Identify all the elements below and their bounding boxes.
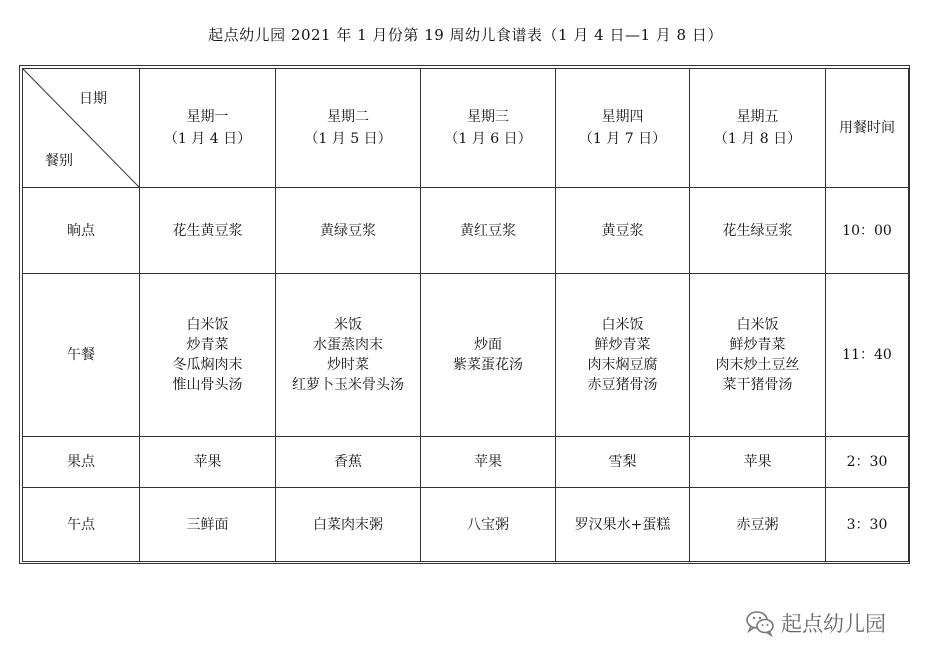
day-header-wed [421,69,556,188]
dish-item: 雪梨 [608,454,637,470]
dish-item: 黄红豆浆 [460,222,516,239]
dish-cell [140,188,276,274]
dish-cell [556,488,690,562]
dish-cell [690,188,826,274]
weekday-label: 星期五 [736,109,779,125]
dish-item: 鲜炒青菜 [594,337,651,353]
dish-item: 炒面 [474,337,502,353]
dish-item: 米饭 [334,317,362,333]
date-label: （1 月 6 日） [444,131,532,147]
dish-item: 苹果 [193,454,222,470]
dish-item: 紫菜蛋花汤 [453,357,523,373]
dish-item: 肉末炒土豆丝 [715,357,800,373]
dish-item: 苹果 [474,454,502,470]
weekday-label: 星期四 [601,109,644,125]
meal-name: 果点 [23,437,140,488]
dish-item: 三鲜面 [186,516,229,533]
corner-meal-label: 餐别 [45,153,73,169]
dish-item: 红萝卜玉米骨头汤 [292,377,404,393]
meal-name: 晌点 [23,188,140,274]
dish-item: 白米饭 [736,317,779,333]
meal-row-fruit-snack [23,437,909,488]
meal-row-lunch [23,274,909,437]
dish-item: 惟山骨头汤 [172,377,243,393]
weekday-label: 星期一 [186,109,229,125]
meal-name: 午点 [23,488,140,562]
dish-item: 肉末焖豆腐 [587,357,658,373]
dish-cell [556,188,690,274]
time-header: 用餐时间 [826,69,909,188]
dish-cell [556,437,690,488]
dish-cell [690,488,826,562]
dish-item: 花生黄豆浆 [172,222,243,239]
dish-cell [690,274,826,437]
meal-row-morning-snack [23,188,909,274]
dish-cell [421,274,556,437]
day-header-tue [276,69,421,188]
dish-item: 水蛋蒸肉末 [313,337,383,353]
dish-cell [276,437,421,488]
meal-time: 3：30 [826,488,909,562]
dish-item: 炒时菜 [327,357,369,373]
day-header-mon [140,69,276,188]
corner-header-cell [23,69,140,188]
dish-item: 白菜肉末粥 [313,516,383,533]
dish-item: 白米饭 [601,317,644,333]
dish-cell [421,437,556,488]
watermark-text: 起点幼儿园 [781,612,886,636]
date-label: （1 月 4 日） [163,131,252,147]
dish-item: 赤豆粥 [736,516,779,533]
weekday-label: 星期二 [327,109,369,125]
dish-item: 炒青菜 [186,337,229,353]
diagonal-line [23,69,139,187]
day-header-fri [690,69,826,188]
dish-cell [276,274,421,437]
meal-time: 2：30 [826,437,909,488]
dish-item: 冬瓜焖肉末 [172,357,243,373]
dish-item: 菜干猪骨汤 [722,377,793,393]
dish-cell [276,488,421,562]
header-row [23,69,909,188]
weekday-label: 星期三 [467,109,509,125]
dish-item: 罗汉果水+蛋糕 [574,516,671,533]
dish-cell [140,437,276,488]
day-header-thu [556,69,690,188]
meal-name: 午餐 [23,274,140,437]
dish-item: 香蕉 [334,454,362,470]
meal-row-afternoon-snack [23,488,909,562]
date-label: （1 月 7 日） [578,131,667,147]
dish-cell [276,188,421,274]
dish-cell [556,274,690,437]
dish-item: 赤豆猪骨汤 [587,377,658,393]
dish-item: 花生绿豆浆 [722,222,793,239]
dish-cell [421,188,556,274]
meal-time: 10：00 [826,188,909,274]
meal-time: 11：40 [826,274,909,437]
dish-cell [690,437,826,488]
page-title: 起点幼儿园 2021 年 1 月份第 19 周幼儿食谱表（1 月 4 日—1 月 8 日） [208,26,723,44]
dish-cell [140,274,276,437]
dish-item: 苹果 [743,454,772,470]
dish-cell [140,488,276,562]
dish-cell [421,488,556,562]
menu-table [22,68,909,562]
dish-item: 八宝粥 [467,516,509,533]
date-label: （1 月 5 日） [304,131,392,147]
dish-item: 黄绿豆浆 [320,222,376,239]
watermark [745,606,886,640]
dish-item: 鲜炒青菜 [729,337,786,353]
dish-item: 黄豆浆 [601,222,644,239]
corner-date-label: 日期 [79,91,107,107]
wechat-icon [745,609,775,637]
date-label: （1 月 8 日） [713,131,802,147]
dish-item: 白米饭 [186,317,229,333]
